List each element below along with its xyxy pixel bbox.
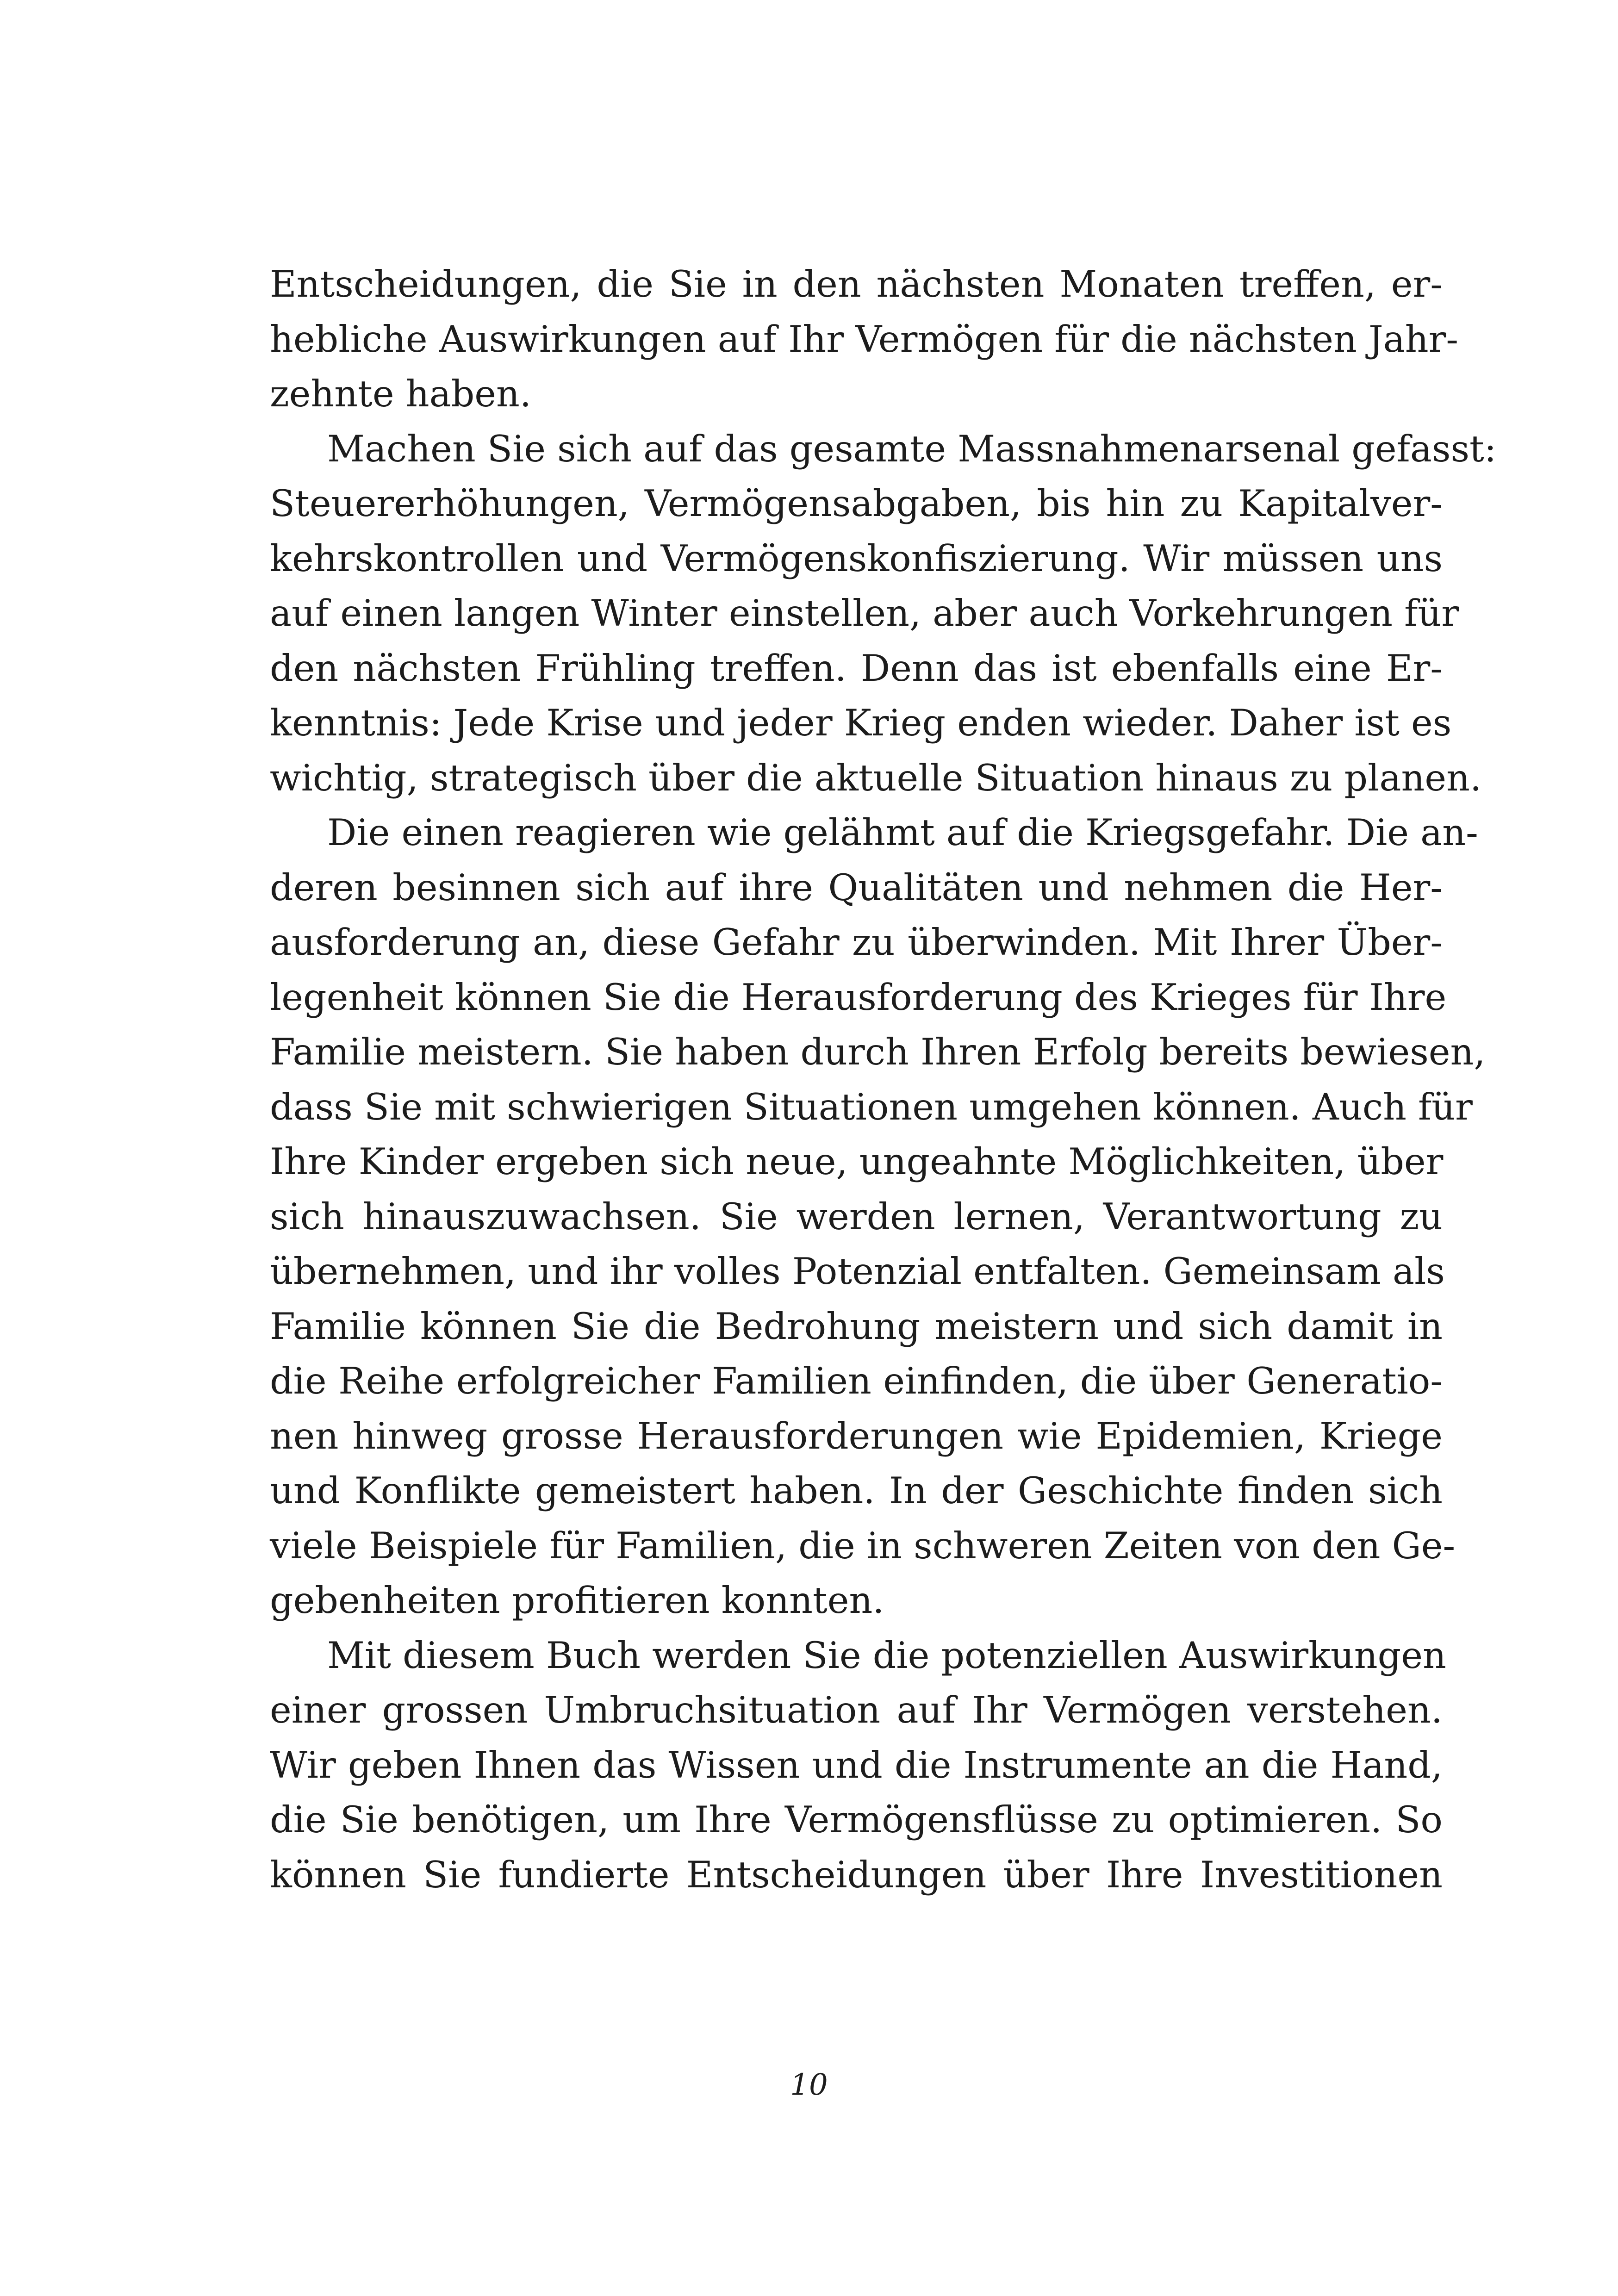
text-line: Machen Sie sich auf das gesamte Massnahmenarsenal gefasst: [327, 427, 1497, 470]
text-line: wichtig, strategisch über die aktuelle Situation hinaus zu planen. [270, 756, 1482, 799]
text-line: dass Sie mit schwierigen Situationen umgehen können. Auch für [270, 1085, 1473, 1128]
text-line: gebenheiten profitieren konnten. [270, 1579, 884, 1622]
text-line: Familie können Sie die Bedrohung meistern und sich damit in [270, 1305, 1443, 1348]
text-line: nen hinweg grosse Herausforderungen wie Epidemien, Kriege [270, 1414, 1443, 1457]
text-line: Mit diesem Buch werden Sie die potenziellen Auswirkungen [327, 1634, 1446, 1677]
text-line: Steuererhöhungen, Vermögensabgaben, bis hin zu Kapitalver- [270, 482, 1443, 525]
page-body [270, 257, 1497, 1902]
text-line: einer grossen Umbruchsituation auf Ihr Vermögen verstehen. [270, 1689, 1443, 1731]
text-line: Familie meistern. Sie haben durch Ihren Erfolg bereits bewiesen, [270, 1031, 1486, 1073]
paragraph [270, 257, 1459, 422]
text-line: sich hinauszuwachsen. Sie werden lernen, Verantwortung zu [270, 1195, 1443, 1238]
text-line: können Sie fundierte Entscheidungen über Ihre Investitionen [270, 1853, 1443, 1896]
text-line: übernehmen, und ihr volles Potenzial entfalten. Gemeinsam als [270, 1250, 1445, 1293]
text-line: legenheit können Sie die Herausforderung des Krieges für Ihre [270, 976, 1447, 1019]
text-line: Die einen reagieren wie gelähmt auf die Kriegsgefahr. Die an- [327, 811, 1478, 854]
text-line: auf einen langen Winter einstellen, aber auch Vorkehrungen für [270, 592, 1459, 635]
text-line: Entscheidungen, die Sie in den nächsten Monaten treffen, er- [270, 263, 1443, 305]
paragraph [270, 1628, 1446, 1903]
text-line: die Sie benötigen, um Ihre Vermögensflüsse zu optimieren. So [270, 1798, 1443, 1841]
text-line: deren besinnen sich auf ihre Qualitäten und nehmen die Her- [270, 866, 1443, 909]
page-number: 10 [790, 2068, 828, 2102]
text-line: kehrskontrollen und Vermögenskonfiszierung. Wir müssen uns [270, 537, 1443, 580]
text-line: die Reihe erfolgreicher Familien einfinden, die über Generatio- [270, 1360, 1443, 1402]
text-line: Ihre Kinder ergeben sich neue, ungeahnte Möglichkeiten, über [270, 1140, 1444, 1183]
paragraph [270, 422, 1497, 806]
text-line: hebliche Auswirkungen auf Ihr Vermögen für die nächsten Jahr- [270, 317, 1459, 361]
paragraph [270, 805, 1486, 1628]
text-line: kenntnis: Jede Krise und jeder Krieg enden wieder. Daher ist es [270, 702, 1452, 744]
text-line: zehnte haben. [270, 373, 532, 415]
text-line: und Konflikte gemeistert haben. In der Geschichte finden sich [270, 1469, 1443, 1512]
text-line: viele Beispiele für Familien, die in schweren Zeiten von den Ge- [270, 1524, 1456, 1567]
text-line: Wir geben Ihnen das Wissen und die Instrumente an die Hand, [270, 1743, 1443, 1786]
text-line: ausforderung an, diese Gefahr zu überwinden. Mit Ihrer Über- [270, 921, 1443, 964]
text-line: den nächsten Frühling treffen. Denn das ist ebenfalls eine Er- [270, 647, 1443, 690]
